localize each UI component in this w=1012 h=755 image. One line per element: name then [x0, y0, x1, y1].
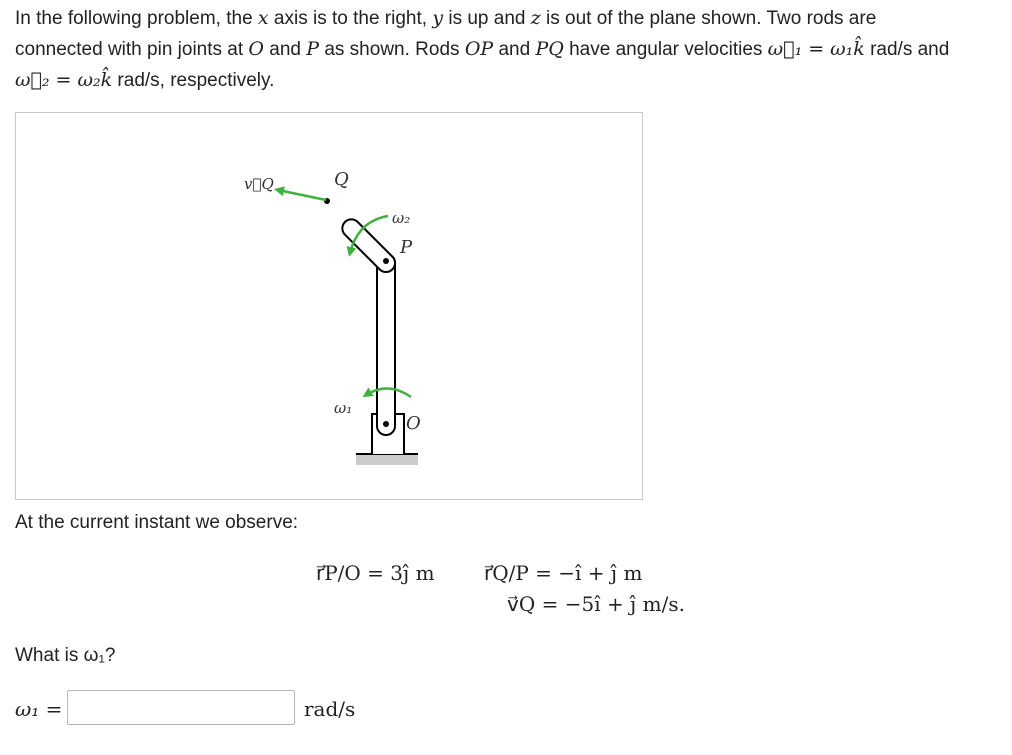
text: rad/s and: [864, 39, 950, 60]
text: have angular velocities: [563, 39, 768, 60]
text: and: [264, 39, 307, 60]
rod-OP: [377, 254, 395, 435]
label-omega1: ω₁: [334, 399, 353, 417]
problem-line-1: [15, 3, 1000, 34]
text: and: [493, 39, 536, 60]
omega2-definition: ω⃗₂ = ω₂k̂: [15, 69, 113, 91]
var-PQ: PQ: [535, 38, 564, 60]
label-O: O: [406, 413, 421, 434]
omega1-definition: ω⃗₁ = ω₁k̂: [767, 38, 865, 60]
problem-statement: [15, 3, 1000, 96]
text: is up and: [443, 8, 531, 29]
pin-O: [383, 421, 389, 427]
text: connected with pin joints at: [15, 39, 249, 60]
text: is out of the plane shown. Two rods are: [540, 8, 877, 29]
var-x: x: [257, 7, 269, 29]
var-z: z: [530, 7, 541, 29]
label-P: P: [400, 237, 413, 258]
text: rad/s, respectively.: [112, 70, 275, 91]
label-vQ: v⃗Q: [244, 175, 274, 193]
equation-r-PO: r⃗P/O = 3ĵ m: [316, 561, 435, 585]
ground-hatch: [356, 454, 418, 465]
problem-line-2: [15, 34, 1000, 65]
answer-label: ω₁ =: [15, 697, 63, 721]
answer-unit: rad/s: [304, 697, 356, 721]
var-O: O: [248, 38, 264, 60]
observe-text: At the current instant we observe:: [15, 512, 299, 533]
velocity-Q-arrow: [278, 190, 326, 200]
var-P: P: [306, 38, 320, 60]
mechanism-figure: [15, 112, 643, 500]
var-y: y: [432, 7, 444, 29]
var-OP: OP: [464, 38, 494, 60]
question-text: What is ω₁?: [15, 645, 116, 666]
equation-r-QP: r⃗Q/P = −î + ĵ m: [484, 561, 643, 585]
text: In the following problem, the: [15, 8, 258, 29]
text: axis is to the right,: [268, 8, 433, 29]
mechanism-drawing: [16, 113, 642, 499]
text: as shown. Rods: [319, 39, 465, 60]
pin-P: [383, 258, 389, 264]
equation-v-Q: v⃗Q = −5î + ĵ m/s.: [507, 592, 685, 616]
label-omega2: ω₂: [392, 209, 411, 227]
problem-line-3: [15, 65, 1000, 96]
answer-input[interactable]: [67, 690, 295, 725]
label-Q: Q: [334, 169, 349, 190]
